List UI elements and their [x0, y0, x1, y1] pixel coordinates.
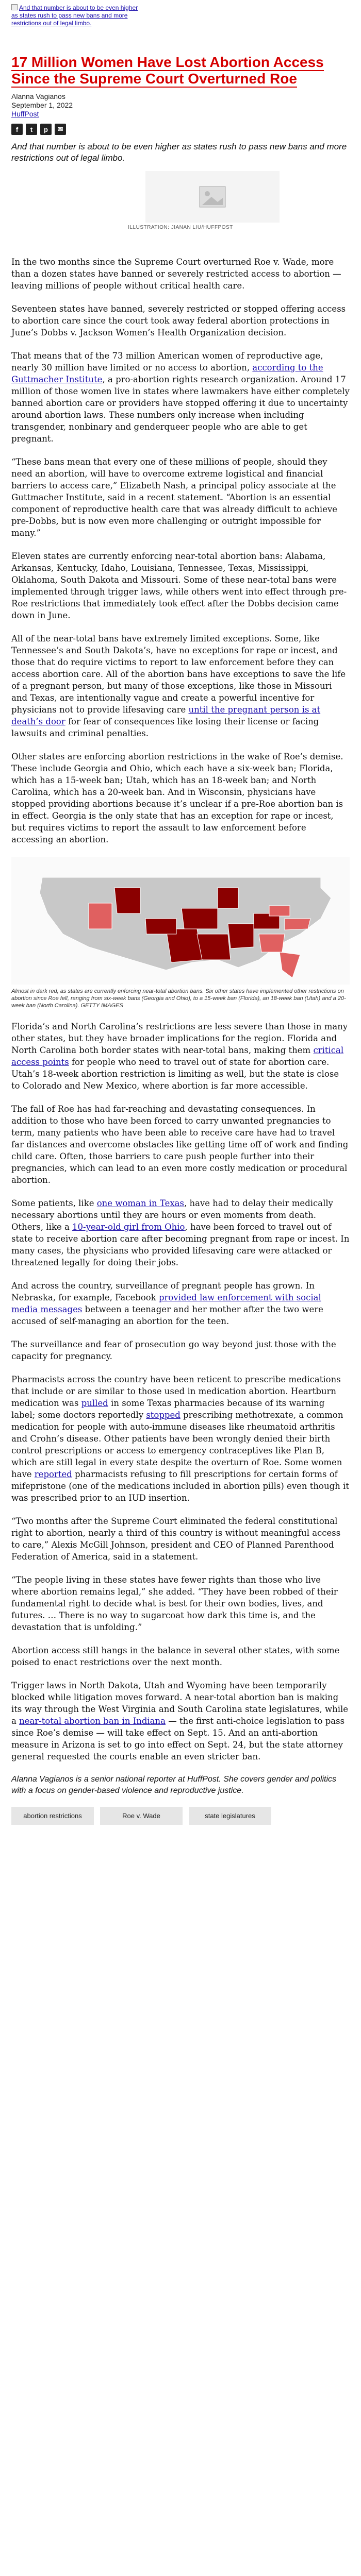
reported-link[interactable]: reported — [34, 1469, 72, 1479]
paragraph: Abortion access still hangs in the balance in several other states, with some poised to enact restrictions over the next month. — [11, 1646, 340, 1667]
article-card — [11, 54, 350, 2576]
facebook-messages-link[interactable]: provided law enforcement with social media messages — [11, 1293, 321, 1314]
banner-alt-text: And that number is about to be even higher as states rush to pass new bans and more restrictions out of legal limbo. — [11, 4, 138, 27]
outlet-link[interactable]: HuffPost — [11, 110, 39, 118]
hero-image — [145, 171, 280, 223]
author-name: Alanna Vagianos — [11, 92, 65, 100]
deaths-door-link[interactable]: until the pregnant person is at death’s door — [11, 705, 321, 726]
byline — [11, 92, 350, 118]
broken-image-icon — [11, 4, 18, 10]
paragraph: All of the near-total bans have extremely limited exceptions. Some, like Tennessee’s and South Dakota’s, have no exceptions for rape or incest, and those that do require victims to report to law enforcement before they can access abortion care. All of the abortion bans have exceptions to save the life of a pregnant person, but many of those exceptions, like those in Missouri and Texas, are intentionally vague and create a powerful incentive for physicians not to provide lifesaving care until the pregnant person is at death’s door for fear of consequences like losing their license or facing lawsuits and criminal penalties. — [11, 634, 346, 738]
paragraph: Trigger laws in North Dakota, Utah and Wyoming have been temporarily blocked while litigation moves forward. A near-total abortion ban is making its way through the West Virginia and South Carolina state legislatures, while a near-total abortion ban in Indiana — the first anti-choice legislation to pass since Roe’s demise — will take effect on Sept. 15. And an anti-abortion measure in Arizona is set to go into effect on Sept. 24, but the state attorney general requested the courts enable an even stricter ban. — [11, 1681, 349, 1761]
paragraph: “The people living in these states have fewer rights than those who live where abortion remains legal,” she added. “They have been robbed of their fundamental right to decide what is best for their own bodies, lives, and futures. … There is no way to sugarcoat how dark this time is, and the devastation that is unfolding.” — [11, 1575, 338, 1632]
paragraph: Some patients, like one woman in Texas, have had to delay their medically necessary abortions until they are hours or even moments from death. Others, like a 10-year-old girl from Ohio, have been forced to travel out of state to receive abortion care after becoming pregnant from rape or incest. In many cases, the physicians who provided lifesaving care were attacked or threatened legally for doing their jobs. — [11, 1198, 350, 1267]
us-abortion-map — [11, 857, 350, 985]
tag-chip[interactable]: state legislatures — [189, 1807, 271, 1825]
broken-image-banner[interactable] — [11, 4, 140, 27]
indiana-ban-link[interactable]: near-total abortion ban in Indiana — [19, 1716, 166, 1726]
paragraph: Seventeen states have banned, severely restricted or stopped offering access to abortion care since the court took away federal abortion protections in June’s Dobbs v. Jackson Women’s Health Organization decision. — [11, 304, 346, 337]
tag-chip[interactable]: Roe v. Wade — [100, 1807, 183, 1825]
article-dek: And that number is about to be even higher as states rush to pass new bans and more restrictions out of legal limbo. — [11, 142, 347, 163]
stopped-link[interactable]: stopped — [146, 1410, 180, 1420]
paragraph: “These bans mean that every one of these millions of people, should they need an abortion, will have to overcome extreme logistical and financial barriers to access care,” Elizabeth Nash, a principal policy associate at the Guttmacher Institute, said in a recent statement. “Abortion is an essential component of reproductive health care that was already difficult to achieve pre-Dobbs, but is now even more challenging or outright impossible for many.” — [11, 457, 338, 538]
paragraph: Florida’s and North Carolina’s restrictions are less severe than those in many other states, but they have broader implications for the region. Florida and North Carolina both border states with near-total bans, making them critical access points for people who need to travel out of state for abortion care. Utah’s 18-week abortion restriction is limiting as well, but the state is close to Colorado and New Mexico, where abortion is far more accessible. — [11, 1022, 348, 1091]
us-map-graphic — [11, 857, 350, 985]
paragraph: “Two months after the Supreme Court eliminated the federal constitutional right to abortion, nearly a third of this country is without meaningful access to care,” Alexis McGill Johnson, president and CEO of Planned Parenthood Federation of America, said in a statement. — [11, 1516, 341, 1562]
paragraph: In the two months since the Supreme Court overturned Roe v. Wade, more than a dozen states have banned or severely restricted access to abortion — leaving millions of people without critical health care. — [11, 257, 341, 291]
texas-woman-link[interactable]: one woman in Texas — [96, 1198, 184, 1208]
publish-date: September 1, 2022 — [11, 101, 73, 109]
paragraph: The surveillance and fear of prosecution go way beyond just those with the capacity for pregnancy. — [11, 1340, 336, 1361]
pulled-link[interactable]: pulled — [81, 1398, 108, 1408]
share-bar — [11, 124, 350, 135]
guttmacher-link[interactable]: according to the Guttmacher Institute — [11, 363, 323, 384]
image-placeholder-icon — [197, 181, 228, 212]
paragraph: That means that of the 73 million American women of reproductive age, nearly 30 million have limited or no access to abortion, according to the Guttmacher Institute, a pro-abortion rights research organization. Around 17 million of those women live in states where lawmakers have either completely banned abortion care or providers have stopped offering it due to uncertainty around abortion laws. These numbers only increase when including transgender, nonbinary and genderqueer people who are able to get pregnant. — [11, 351, 350, 444]
pinterest-icon[interactable]: p — [40, 124, 52, 135]
article-headline[interactable]: 17 Million Women Have Lost Abortion Access Since the Supreme Court Overturned Roe — [11, 54, 324, 87]
twitter-icon[interactable]: t — [26, 124, 37, 135]
tag-list — [11, 1807, 350, 1825]
map-caption: Almost in dark red, as states are currently enforcing near-total abortion bans. Six other states have implemented other restrictions on abortion since Roe fell, ranging from six-week bans (Georgia and Ohio), to a 15-week ban (Florida), an 18-week ban (Utah) and a 20-week ban (North Carolina). GETTY IMAGES — [11, 988, 346, 1009]
email-icon[interactable]: ✉ — [55, 124, 66, 135]
paragraph: Other states are enforcing abortion restrictions in the wake of Roe’s demise. These include Georgia and Ohio, which each have a six-week ban; Florida, which has a 15-week ban; Utah, which has an 18-week ban; and North Carolina, which has a 20-week ban. And in Wisconsin, physicians have stopped providing abortions because it’s unclear if a pre-Roe abortion ban is in effect. Georgia is the only state that has an exception for rape or incest, but requires victims to report the assault to law enforcement before accessing an abortion. — [11, 752, 343, 844]
paragraph: Eleven states are currently enforcing near-total abortion bans: Alabama, Arkansas, Kentucky, Idaho, Louisiana, Tennessee, Texas, Mississippi, Oklahoma, South Dakota and Missouri. Some of these near-total bans were implemented through trigger laws, while others went into effect through pre-Roe restrictions that immediately took effect after the Dobbs decision came down in June. — [11, 551, 347, 620]
image-credit: ILLUSTRATION: JIANAN LIU/HUFFPOST — [128, 225, 233, 230]
paragraph: Pharmacists across the country have been reticent to prescribe medications that include or are similar to those used in medication abortion. Heartburn medication was pulled in some Texas pharmacies because of its warning label; some doctors reportedly stopped prescribing methotrexate, a common medication for people with auto-immune diseases like rheumatoid arthritis and Crohn’s disease. Other patients have been wrongly denied their birth control prescriptions or access to emergency contraceptives like Plan B, which are still legal in every state despite the overturn of Roe. Some women have reported pharmacists refusing to fill prescriptions for certain forms of mifepristone (one of the medications included in abortion pills) even though it was prescribed prior to an IUD insertion. — [11, 1375, 349, 1503]
paragraph: And across the country, surveillance of pregnant people has grown. In Nebraska, for example, Facebook provided law enforcement with social media messages between a teenager and her mother after the two were accused of self-managing an abortion for the teen. — [11, 1281, 323, 1326]
article-body — [11, 256, 350, 1825]
author-bio: Alanna Vagianos is a senior national reporter at HuffPost. She covers gender and politics with a focus on gender-based violence and reproductive justice. — [11, 1775, 336, 1795]
paragraph: The fall of Roe has had far-reaching and devastating consequences. In addition to those who have been forced to carry unwanted pregnancies to term, many patients who have been able to receive care have had to travel far distances and overcome obstacles like getting time off of work and finding child care. Often, those barriers to care push people further into their pregnancies, which can lead to an even more costly medication or procedural abortion. — [11, 1104, 349, 1185]
tag-chip[interactable]: abortion restrictions — [11, 1807, 94, 1825]
facebook-icon[interactable]: f — [11, 124, 23, 135]
ohio-girl-link[interactable]: 10-year-old girl from Ohio — [72, 1222, 185, 1232]
access-points-link[interactable]: critical access points — [11, 1045, 344, 1067]
